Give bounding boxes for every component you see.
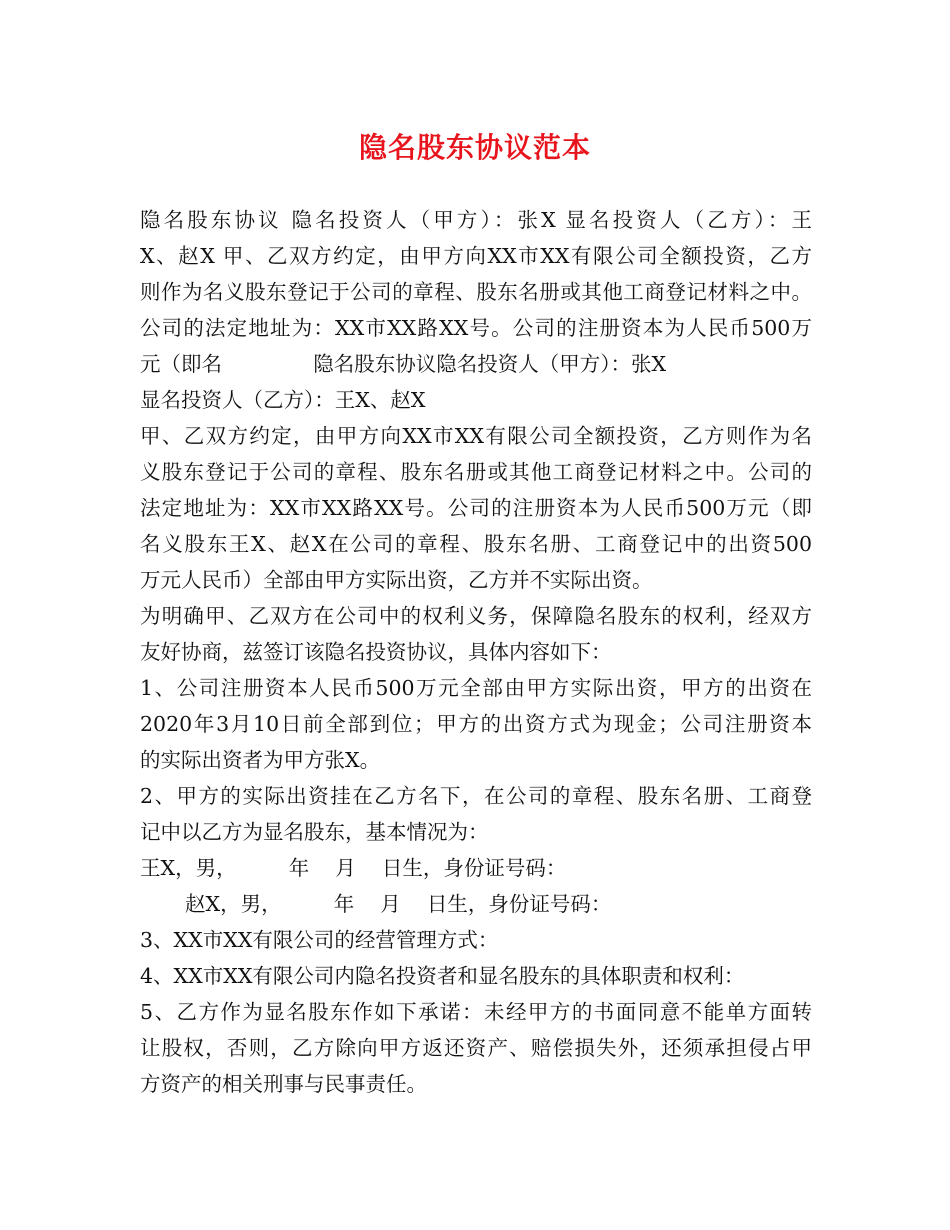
text-line: X、赵X 甲、乙双方约定，由甲方向XX市XX有限公司全额投资，乙方 <box>140 244 812 268</box>
text-line: 让股权，否则，乙方除向甲方返还资产、赔偿损失外，还须承担侵占甲 <box>140 1036 812 1060</box>
text-line: 记中以乙方为显名股东，基本情况为： <box>140 820 489 844</box>
text-line: 为明确甲、乙双方在公司中的权利义务，保障隐名股东的权利，经双方 <box>140 604 812 628</box>
text-line: 4、XX市XX有限公司内隐名投资者和显名股东的具体职责和权利： <box>140 964 745 988</box>
text-line: 赵X，男， 年 月 日生，身份证号码： <box>185 892 612 916</box>
text-line: 的实际出资者为甲方张X。 <box>140 748 381 772</box>
text-line: 5、乙方作为显名股东作如下承诺：未经甲方的书面同意不能单方面转 <box>140 1000 812 1024</box>
text-line: 法定地址为：XX市XX路XX号。公司的注册资本为人民币500万元（即 <box>140 496 812 520</box>
text-line: 2020年3月10日前全部到位；甲方的出资方式为现金；公司注册资本 <box>140 712 812 736</box>
text-line: 友好协商，兹签订该隐名投资协议，具体内容如下： <box>140 640 612 664</box>
text-line: 万元人民币）全部由甲方实际出资，乙方并不实际出资。 <box>140 568 653 592</box>
text-line: 1、公司注册资本人民币500万元全部由甲方实际出资，甲方的出资在 <box>140 676 812 700</box>
text-line: 甲、乙双方约定，由甲方向XX市XX有限公司全额投资，乙方则作为名 <box>140 424 812 448</box>
text-line: 元（即名 隐名股东协议隐名投资人（甲方）：张X <box>140 352 667 376</box>
document-body <box>140 202 812 1102</box>
text-line: 3、XX市XX有限公司的经营管理方式： <box>140 928 499 952</box>
text-line: 义股东登记于公司的章程、股东名册或其他工商登记材料之中。公司的 <box>140 460 812 484</box>
document-title: 隐名股东协议范本 <box>358 131 591 164</box>
text-line: 名义股东王X、赵X在公司的章程、股东名册、工商登记中的出资500 <box>140 532 812 556</box>
text-line: 则作为名义股东登记于公司的章程、股东名册或其他工商登记材料之中。 <box>140 280 812 304</box>
text-line: 方资产的相关刑事与民事责任。 <box>140 1072 427 1096</box>
text-line: 2、甲方的实际出资挂在乙方名下，在公司的章程、股东名册、工商登 <box>140 784 812 808</box>
text-line: 显名投资人（乙方）：王X、赵X <box>140 388 426 412</box>
text-line: 王X，男， 年 月 日生，身份证号码： <box>140 856 567 880</box>
text-line: 公司的法定地址为：XX市XX路XX号。公司的注册资本为人民币500万 <box>140 316 812 340</box>
text-line: 隐名股东协议 隐名投资人（甲方）：张X 显名投资人（乙方）：王 <box>140 208 812 232</box>
